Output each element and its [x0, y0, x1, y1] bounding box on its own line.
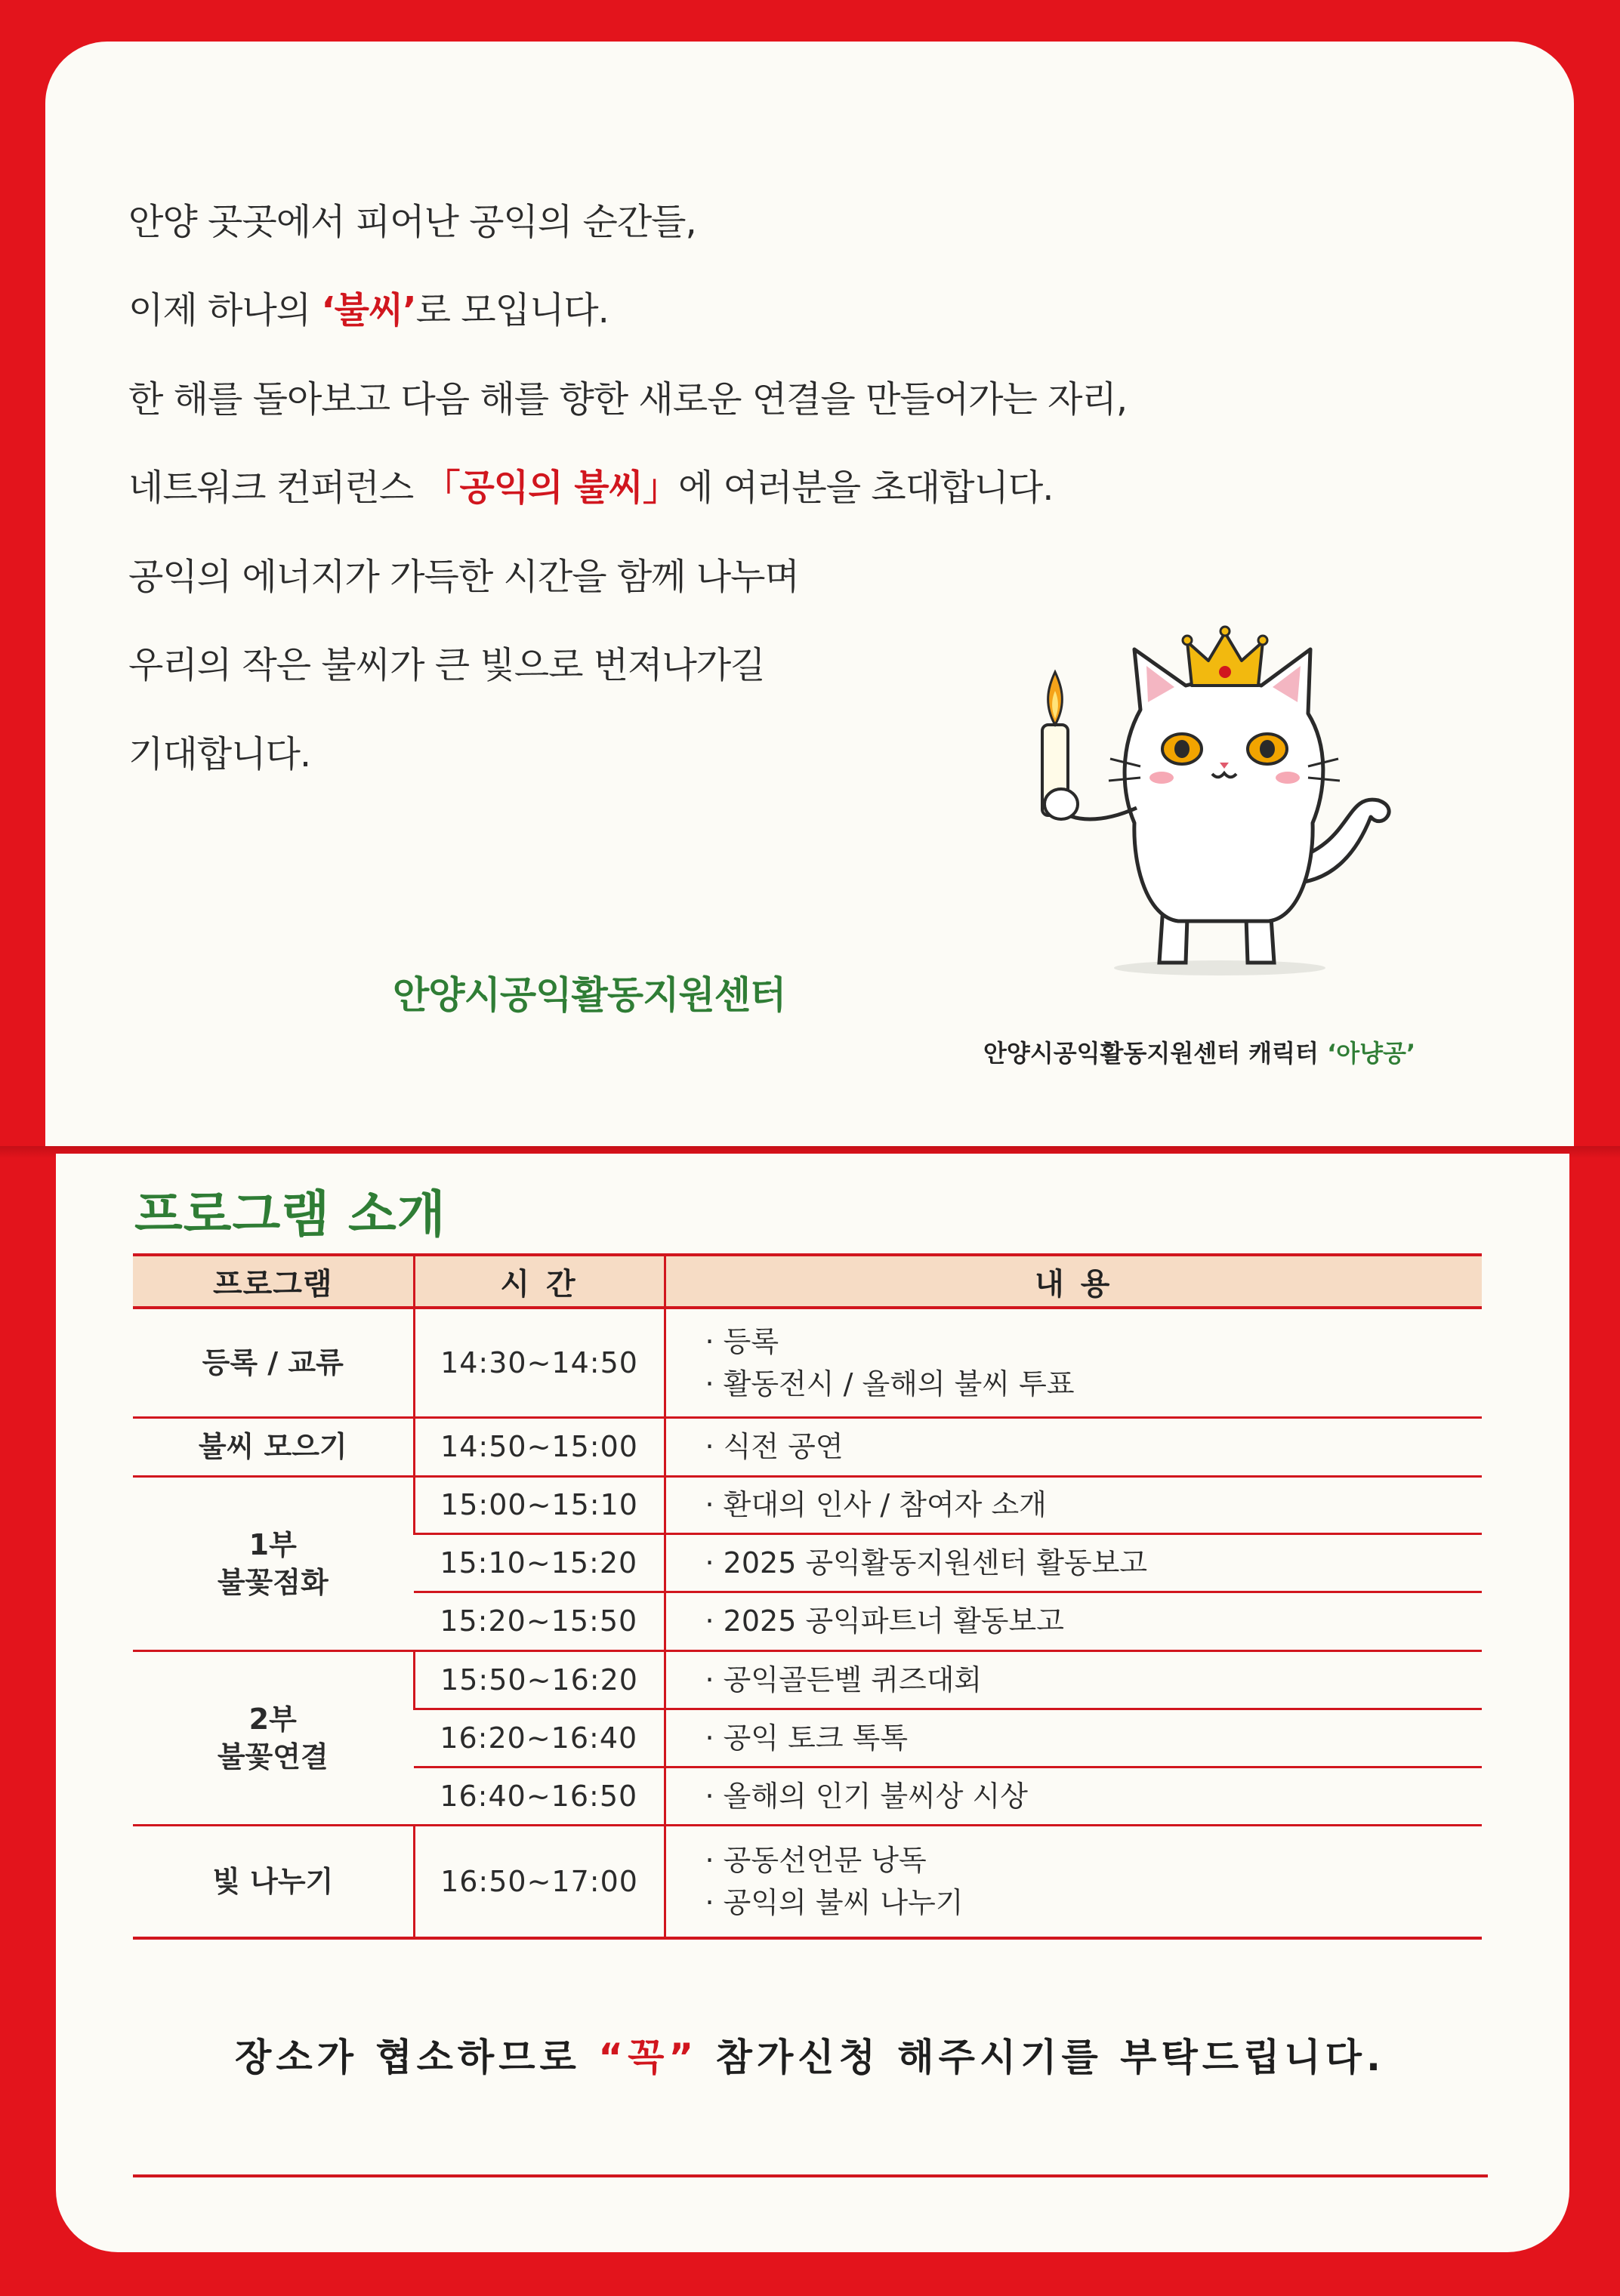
program-time: 14:30~14:50 [414, 1308, 665, 1417]
header-content: 내 용 [665, 1255, 1482, 1308]
program-content: · 2025 공익활동지원센터 활동보고 [665, 1533, 1482, 1592]
intro-line-6: 우리의 작은 불씨가 큰 빛으로 번져나가길 [128, 644, 765, 686]
notice-emphasis: “꼭” [598, 2036, 699, 2079]
program-time: 14:50~15:00 [414, 1417, 665, 1476]
program-time: 15:20~15:50 [414, 1592, 665, 1650]
table-row [133, 1417, 1482, 1476]
program-content: · 환대의 인사 / 참여자 소개 [665, 1476, 1482, 1533]
table-row [133, 1308, 1482, 1417]
table-header-row [133, 1255, 1482, 1308]
program-time: 16:20~16:40 [414, 1709, 665, 1767]
section-title: 프로그램 소개 [134, 1185, 446, 1244]
intro-line-1: 안양 곳곳에서 피어난 공익의 순간들, [128, 201, 696, 243]
program-name: 등록 / 교류 [133, 1308, 414, 1417]
intro-line-2: 이제 하나의 ‘불씨’로 모입니다. [128, 289, 609, 331]
intro-line-3: 한 해를 돌아보고 다음 해를 향한 새로운 연결을 만들어가는 자리, [128, 378, 1128, 421]
program-name: 빛 나누기 [133, 1825, 414, 1938]
highlight-bulssi: ‘불씨’ [321, 289, 416, 331]
intro-line-7: 기대합니다. [128, 733, 311, 775]
program-time: 15:00~15:10 [414, 1476, 665, 1533]
table-row [133, 1650, 1482, 1709]
table-row [133, 1825, 1482, 1938]
conference-title: 「공익의 불씨」 [424, 467, 679, 509]
program-content: · 공익골든벨 퀴즈대회 [665, 1650, 1482, 1709]
program-content: · 공동선언문 낭독 · 공익의 불씨 나누기 [665, 1825, 1482, 1938]
intro-line-5: 공익의 에너지가 가득한 시간을 함께 나누며 [128, 556, 799, 598]
program-name: 1부 불꽃점화 [133, 1476, 414, 1650]
table-row [133, 1476, 1482, 1533]
registration-notice: 장소가 협소하므로 “꼭” 참가신청 해주시기를 부탁드립니다. [235, 2036, 1385, 2079]
bottom-divider [133, 2174, 1488, 2177]
program-time: 16:40~16:50 [414, 1767, 665, 1825]
header-program: 프로그램 [133, 1255, 414, 1308]
program-name: 2부 불꽃연결 [133, 1650, 414, 1825]
header-time: 시 간 [414, 1255, 665, 1308]
program-content: · 2025 공익파트너 활동보고 [665, 1592, 1482, 1650]
mascot-cat-illustration [1027, 619, 1405, 982]
program-content: · 올해의 인기 불씨상 시상 [665, 1767, 1482, 1825]
program-time: 16:50~17:00 [414, 1825, 665, 1938]
program-time: 15:10~15:20 [414, 1533, 665, 1592]
program-content: · 식전 공연 [665, 1417, 1482, 1476]
program-name: 불씨 모으기 [133, 1417, 414, 1476]
program-content: · 공익 토크 톡톡 [665, 1709, 1482, 1767]
program-table [133, 1253, 1482, 1940]
program-content: · 등록 · 활동전시 / 올해의 불씨 투표 [665, 1308, 1482, 1417]
organization-name: 안양시공익활동지원센터 [393, 973, 786, 1017]
intro-line-4: 네트워크 컨퍼런스 「공익의 불씨」에 여러분을 초대합니다. [128, 467, 1054, 509]
mascot-name: ‘아냥공’ [1327, 1039, 1416, 1068]
program-time: 15:50~16:20 [414, 1650, 665, 1709]
mascot-caption: 안양시공익활동지원센터 캐릭터 ‘아냥공’ [983, 1039, 1416, 1068]
